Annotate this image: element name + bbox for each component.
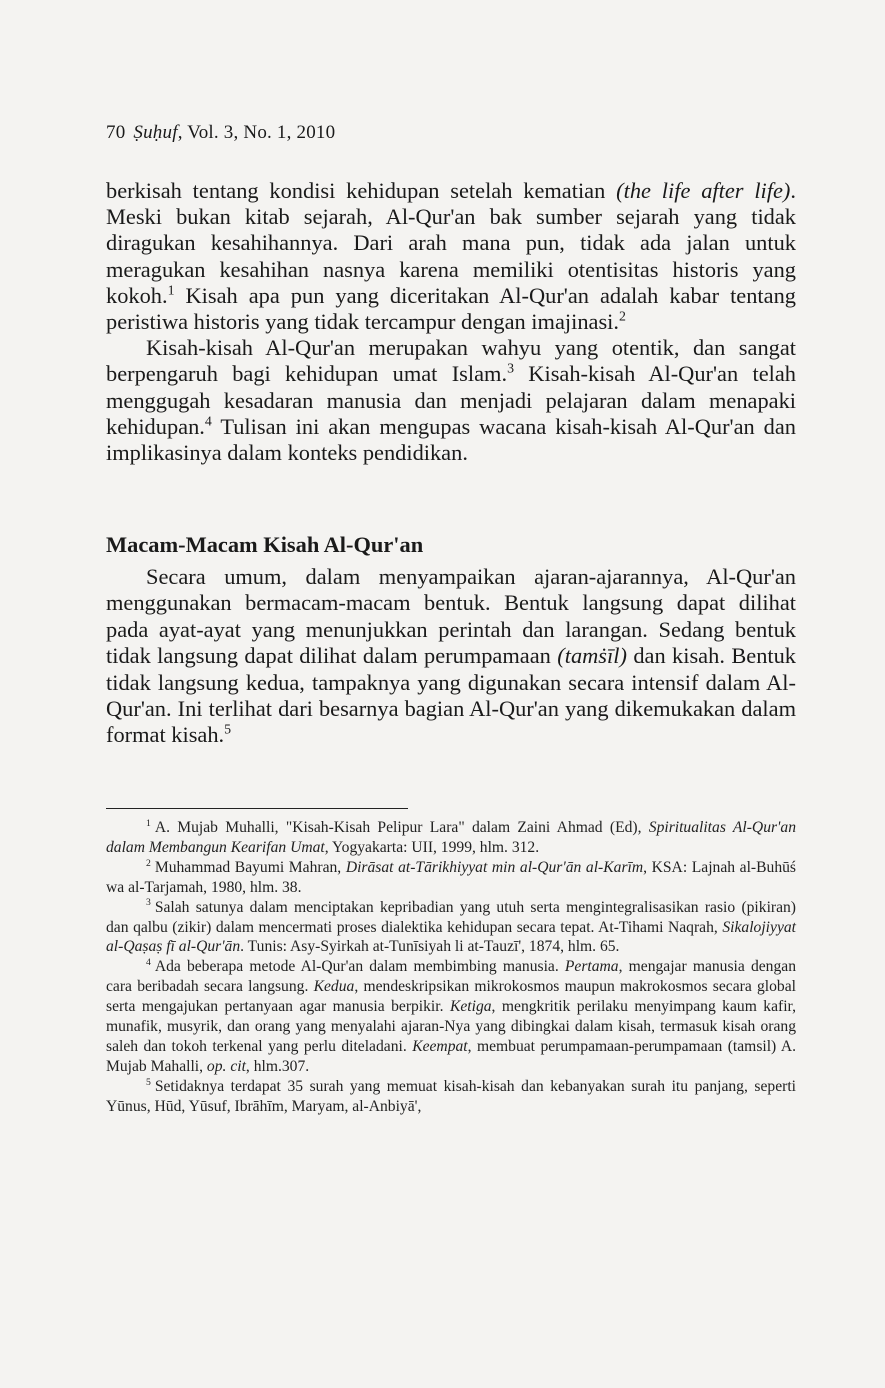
body-paragraph-2: Kisah-kisah Al-Qur'an merupakan wahyu yang otentik, dan sangat berpengaruh bagi kehidupan umat Islam.$^3$ Kisah-kisah Al-Qur'an telah menggugah kesadaran manusia dan menjadi pelajaran dalam menapaki kehidupan.$^4$ Tulisan ini akan mengupas wacana kisah-kisah Al-Qur'an dan implikasinya dalam konteks pendidikan. xyxy=(106,335,796,466)
section-heading: Macam-Macam Kisah Al-Qur'an xyxy=(106,532,424,557)
page-number: 70 xyxy=(106,122,126,143)
section-paragraph-1: Secara umum, dalam menyampaikan ajaran-ajarannya, Al-Qur'an menggunakan bermacam-macam bentuk. Bentuk langsung dapat dilihat pada ayat-ayat yang menunjukkan perintah dan larangan. Sedang bentuk tidak langsung dapat dilihat dalam perumpamaan (tamṡīl) dan kisah. Bentuk tidak langsung kedua, tampaknya yang digunakan secara intensif dalam Al-Qur'an. Ini terlihat dari besarnya bagian Al-Qur'an yang dikemukakan dalam format kisah.$^5$ xyxy=(106,564,796,748)
footnote-5: $^5$ Setidaknya terdapat 35 surah yang memuat kisah-kisah dan kebanyakan surah itu panjang, seperti Yūnus, Hūd, Yūsuf, Ibrāhīm, Maryam, al-Anbiyā', xyxy=(106,1076,796,1115)
body-paragraph-1: berkisah tentang kondisi kehidupan setelah kematian (the life after life). Meski bukan kitab sejarah, Al-Qur'an bak sumber sejarah yang tidak diragukan kesahihannya. Dari arah mana pun, tidak ada jalan untuk meragukan kesahihan nasnya karena memiliki otentisitas historis yang kokoh.$^1$ Kisah apa pun yang diceritakan Al-Qur'an adalah kabar tentang peristiwa historis yang tidak tercampur dengan imajinasi.$^2$ xyxy=(106,178,796,335)
footnote-ref-3[interactable]: 3 xyxy=(507,361,514,377)
footnote-4: $^4$ Ada beberapa metode Al-Qur'an dalam membimbing manusia. Pertama, mengajar manusia dengan cara beribadah secara langsung. Kedua, mendeskripsikan mikrokosmos maupun makrokosmos secara global serta mengajukan pertanyaan agar manusia berpikir. Ketiga, mengkritik perilaku menyimpang kaum kafir, munafik, musyrik, dan orang yang menyalahi ajaran-Nya yang dibingkai dalam kisah, termasuk kisah orang saleh dan tokoh terkenal yang perlu diteladani. Keempat, membuat perumpamaan-perumpamaan (tamsil) A. Mujab Mahalli, op. cit, hlm.307. xyxy=(106,957,796,1075)
footnote-divider xyxy=(106,808,408,809)
footnote-ref-2[interactable]: 2 xyxy=(618,309,626,325)
footnote-ref-5[interactable]: 5 xyxy=(224,722,232,738)
footnote-ref-1[interactable]: 1 xyxy=(167,283,175,299)
footnote-ref-4[interactable]: 4 xyxy=(204,414,212,430)
footnote-2: $^2$ Muhammad Bayumi Mahran, Dirāsat at-Tārikhiyyat min al-Qur'ān al-Karīm, KSA: Lajnah al-Buhūś wa al-Tarjamah, 1980, hlm. 38. xyxy=(106,857,796,896)
running-header xyxy=(106,122,335,144)
volume-issue: , Vol. 3, No. 1, 2010 xyxy=(177,122,336,143)
footnote-1: $^1$ A. Mujab Muhalli, "Kisah-Kisah Pelipur Lara" dalam Zaini Ahmad (Ed), Spiritualitas Al-Qur'an dalam Membangun Kearifan Umat, Yogyakarta: UII, 1999, hlm. 312. xyxy=(106,817,796,856)
footnotes xyxy=(106,818,796,1117)
footnote-3: $^3$ Salah satunya dalam menciptakan kepribadian yang utuh serta mengintegralisasikan rasio (pikiran) dan qalbu (zikir) dalam mencermati proses dialektika kehidupan secara tepat. At-Tihami Naqrah, Sikalojiyyat al-Qaṣaṣ fī al-Qur'ān. Tunis: Asy-Syirkah at-Tunīsiyah li at-Tauzī', 1874, hlm. 65. xyxy=(106,897,796,956)
body-text xyxy=(106,178,796,466)
journal-title: Ṣuḥuf xyxy=(133,122,178,143)
